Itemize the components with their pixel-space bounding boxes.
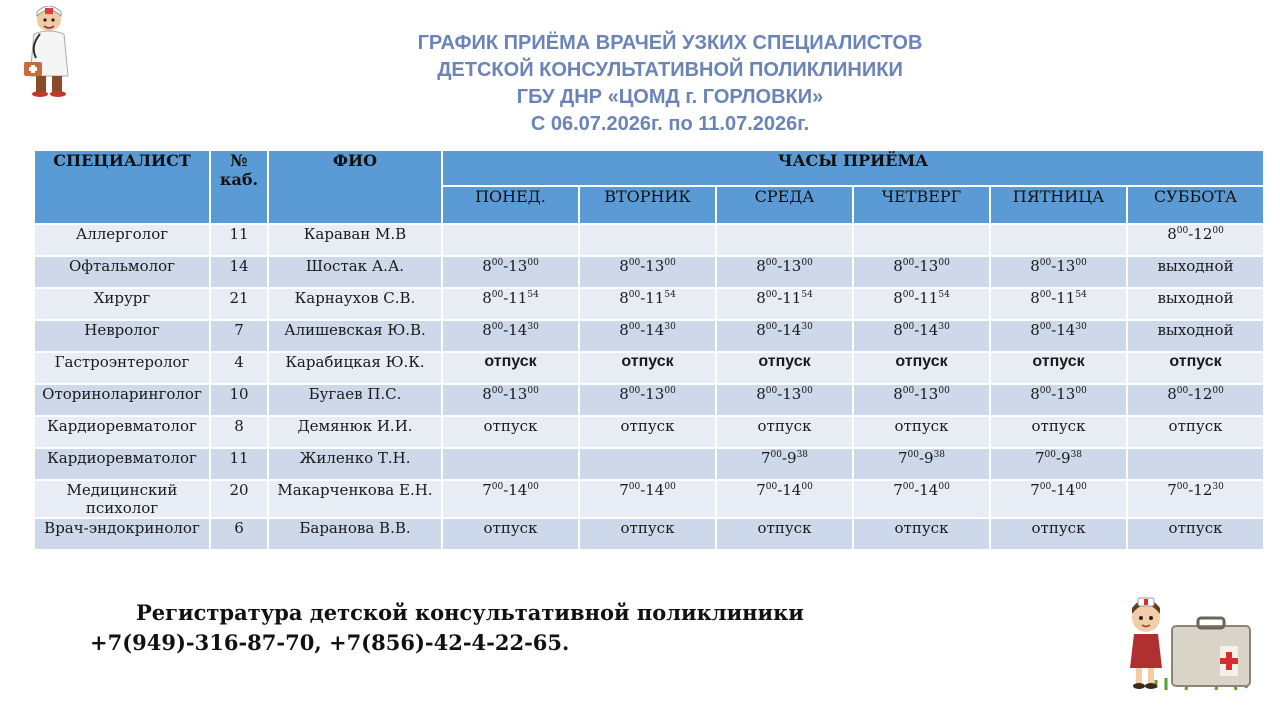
hours-cell-mon: $8^{00}-13^{00}$ (442, 256, 579, 288)
hours-cell-tue: $8^{00}-14^{30}$ (579, 320, 716, 352)
hours-cell-mon: $8^{00}-14^{30}$ (442, 320, 579, 352)
hours-cell-fri: $8^{00}-13^{00}$ (990, 256, 1127, 288)
hours-cell-wed: $8^{00}-14^{30}$ (716, 320, 853, 352)
hours-cell-tue (579, 224, 716, 256)
header-room-line-1: № (230, 151, 248, 170)
hours-cell-wed: $7^{00}-14^{00}$ (716, 480, 853, 518)
specialist-cell: Медицинский психолог (34, 480, 210, 518)
table-row (34, 224, 1264, 256)
registry-contact (90, 598, 804, 658)
hours-cell-wed: $7^{00}-9^{38}$ (716, 448, 853, 480)
hours-cell-wed: $8^{00}-13^{00}$ (716, 384, 853, 416)
hours-cell-sat: выходной (1127, 288, 1264, 320)
hours-cell-thu: $7^{00}-9^{38}$ (853, 448, 990, 480)
name-cell: Баранова В.В. (268, 518, 442, 550)
registry-label: Регистратура детской консультативной поликлиники (136, 600, 804, 625)
hours-cell-wed: отпуск (716, 352, 853, 384)
hours-cell-wed: отпуск (716, 416, 853, 448)
hours-cell-mon: $8^{00}-11^{54}$ (442, 288, 579, 320)
doctor-cartoon-icon (18, 6, 80, 98)
hours-cell-thu: $8^{00}-13^{00}$ (853, 384, 990, 416)
room-cell: 8 (210, 416, 268, 448)
table-row (34, 288, 1264, 320)
specialist-cell: Гастроэнтеролог (34, 352, 210, 384)
hours-cell-fri: $7^{00}-9^{38}$ (990, 448, 1127, 480)
hours-cell-tue: $7^{00}-14^{00}$ (579, 480, 716, 518)
room-cell: 10 (210, 384, 268, 416)
hours-cell-wed: $8^{00}-13^{00}$ (716, 256, 853, 288)
hours-cell-sat: выходной (1127, 256, 1264, 288)
specialist-cell: Оториноларинголог (34, 384, 210, 416)
specialist-cell: Кардиоревматолог (34, 416, 210, 448)
hours-cell-tue: отпуск (579, 416, 716, 448)
schedule-body (34, 224, 1264, 550)
specialist-cell: Врач-эндокринолог (34, 518, 210, 550)
schedule-table (33, 149, 1265, 551)
registry-phones: +7(949)-316-87-70, +7(856)-42-4-22-65. (90, 630, 570, 655)
name-cell: Карабицкая Ю.К. (268, 352, 442, 384)
header-hours: ЧАСЫ ПРИЁМА (442, 150, 1264, 186)
medical-kit-girl-icon (1126, 596, 1254, 696)
hours-cell-sat: отпуск (1127, 416, 1264, 448)
table-row (34, 352, 1264, 384)
header-day-mon: ПОНЕД. (442, 186, 579, 224)
hours-cell-wed (716, 224, 853, 256)
header-room-line-2: каб. (219, 170, 259, 189)
hours-cell-mon: $7^{00}-14^{00}$ (442, 480, 579, 518)
hours-cell-wed: отпуск (716, 518, 853, 550)
hours-cell-sat: выходной (1127, 320, 1264, 352)
name-cell: Макарченкова Е.Н. (268, 480, 442, 518)
hours-cell-sat: отпуск (1127, 518, 1264, 550)
hours-cell-fri: $8^{00}-13^{00}$ (990, 384, 1127, 416)
hours-cell-thu: отпуск (853, 416, 990, 448)
header-day-fri: ПЯТНИЦА (990, 186, 1127, 224)
hours-cell-sat: $7^{00}-12^{30}$ (1127, 480, 1264, 518)
header-day-wed: СРЕДА (716, 186, 853, 224)
header-day-tue: ВТОРНИК (579, 186, 716, 224)
title-line-2: ДЕТСКОЙ КОНСУЛЬТАТИВНОЙ ПОЛИКЛИНИКИ (437, 59, 903, 81)
hours-cell-tue: отпуск (579, 352, 716, 384)
name-cell: Алишевская Ю.В. (268, 320, 442, 352)
room-cell: 11 (210, 448, 268, 480)
hours-cell-tue (579, 448, 716, 480)
room-cell: 20 (210, 480, 268, 518)
hours-cell-fri: отпуск (990, 416, 1127, 448)
hours-cell-tue: отпуск (579, 518, 716, 550)
specialist-cell: Офтальмолог (34, 256, 210, 288)
hours-cell-sat: отпуск (1127, 352, 1264, 384)
table-row (34, 256, 1264, 288)
hours-cell-thu: $8^{00}-14^{30}$ (853, 320, 990, 352)
table-row (34, 384, 1264, 416)
header-day-sat: СУББОТА (1127, 186, 1264, 224)
name-cell: Демянюк И.И. (268, 416, 442, 448)
header-specialist: СПЕЦИАЛИСТ (34, 150, 210, 224)
hours-cell-tue: $8^{00}-13^{00}$ (579, 256, 716, 288)
hours-cell-sat (1127, 448, 1264, 480)
table-row (34, 480, 1264, 518)
hours-cell-thu: $8^{00}-11^{54}$ (853, 288, 990, 320)
room-cell: 6 (210, 518, 268, 550)
title-line-3: ГБУ ДНР «ЦОМД г. ГОРЛОВКИ» (516, 86, 824, 108)
header-room (210, 150, 268, 224)
name-cell: Жиленко Т.Н. (268, 448, 442, 480)
hours-cell-mon: отпуск (442, 518, 579, 550)
table-row (34, 518, 1264, 550)
table-row (34, 448, 1264, 480)
hours-cell-fri: $7^{00}-14^{00}$ (990, 480, 1127, 518)
hours-cell-fri (990, 224, 1127, 256)
title-line-4: С 06.07.2026г. по 11.07.2026г. (530, 113, 810, 135)
hours-cell-sat: $8^{00}-12^{00}$ (1127, 384, 1264, 416)
hours-cell-fri: $8^{00}-11^{54}$ (990, 288, 1127, 320)
hours-cell-fri: $8^{00}-14^{30}$ (990, 320, 1127, 352)
table-row (34, 416, 1264, 448)
hours-cell-fri: отпуск (990, 352, 1127, 384)
hours-cell-wed: $8^{00}-11^{54}$ (716, 288, 853, 320)
room-cell: 11 (210, 224, 268, 256)
hours-cell-fri: отпуск (990, 518, 1127, 550)
hours-cell-tue: $8^{00}-13^{00}$ (579, 384, 716, 416)
name-cell: Бугаев П.С. (268, 384, 442, 416)
room-cell: 21 (210, 288, 268, 320)
specialist-cell: Невролог (34, 320, 210, 352)
specialist-cell: Аллерголог (34, 224, 210, 256)
room-cell: 7 (210, 320, 268, 352)
table-row (34, 320, 1264, 352)
specialist-cell: Хирург (34, 288, 210, 320)
specialist-cell: Кардиоревматолог (34, 448, 210, 480)
hours-cell-thu: отпуск (853, 352, 990, 384)
header-day-thu: ЧЕТВЕРГ (853, 186, 990, 224)
room-cell: 14 (210, 256, 268, 288)
hours-cell-mon: отпуск (442, 352, 579, 384)
header-name: ФИО (268, 150, 442, 224)
hours-cell-thu: $8^{00}-13^{00}$ (853, 256, 990, 288)
room-cell: 4 (210, 352, 268, 384)
hours-cell-sat: $8^{00}-12^{00}$ (1127, 224, 1264, 256)
hours-cell-thu: отпуск (853, 518, 990, 550)
hours-cell-mon (442, 224, 579, 256)
hours-cell-mon: $8^{00}-13^{00}$ (442, 384, 579, 416)
schedule-title (300, 30, 1040, 138)
hours-cell-thu (853, 224, 990, 256)
title-line-1: ГРАФИК ПРИЁМА ВРАЧЕЙ УЗКИХ СПЕЦИАЛИСТОВ (417, 32, 923, 54)
name-cell: Караван М.В (268, 224, 442, 256)
name-cell: Шостак А.А. (268, 256, 442, 288)
hours-cell-thu: $7^{00}-14^{00}$ (853, 480, 990, 518)
hours-cell-mon: отпуск (442, 416, 579, 448)
hours-cell-mon (442, 448, 579, 480)
name-cell: Карнаухов С.В. (268, 288, 442, 320)
hours-cell-tue: $8^{00}-11^{54}$ (579, 288, 716, 320)
